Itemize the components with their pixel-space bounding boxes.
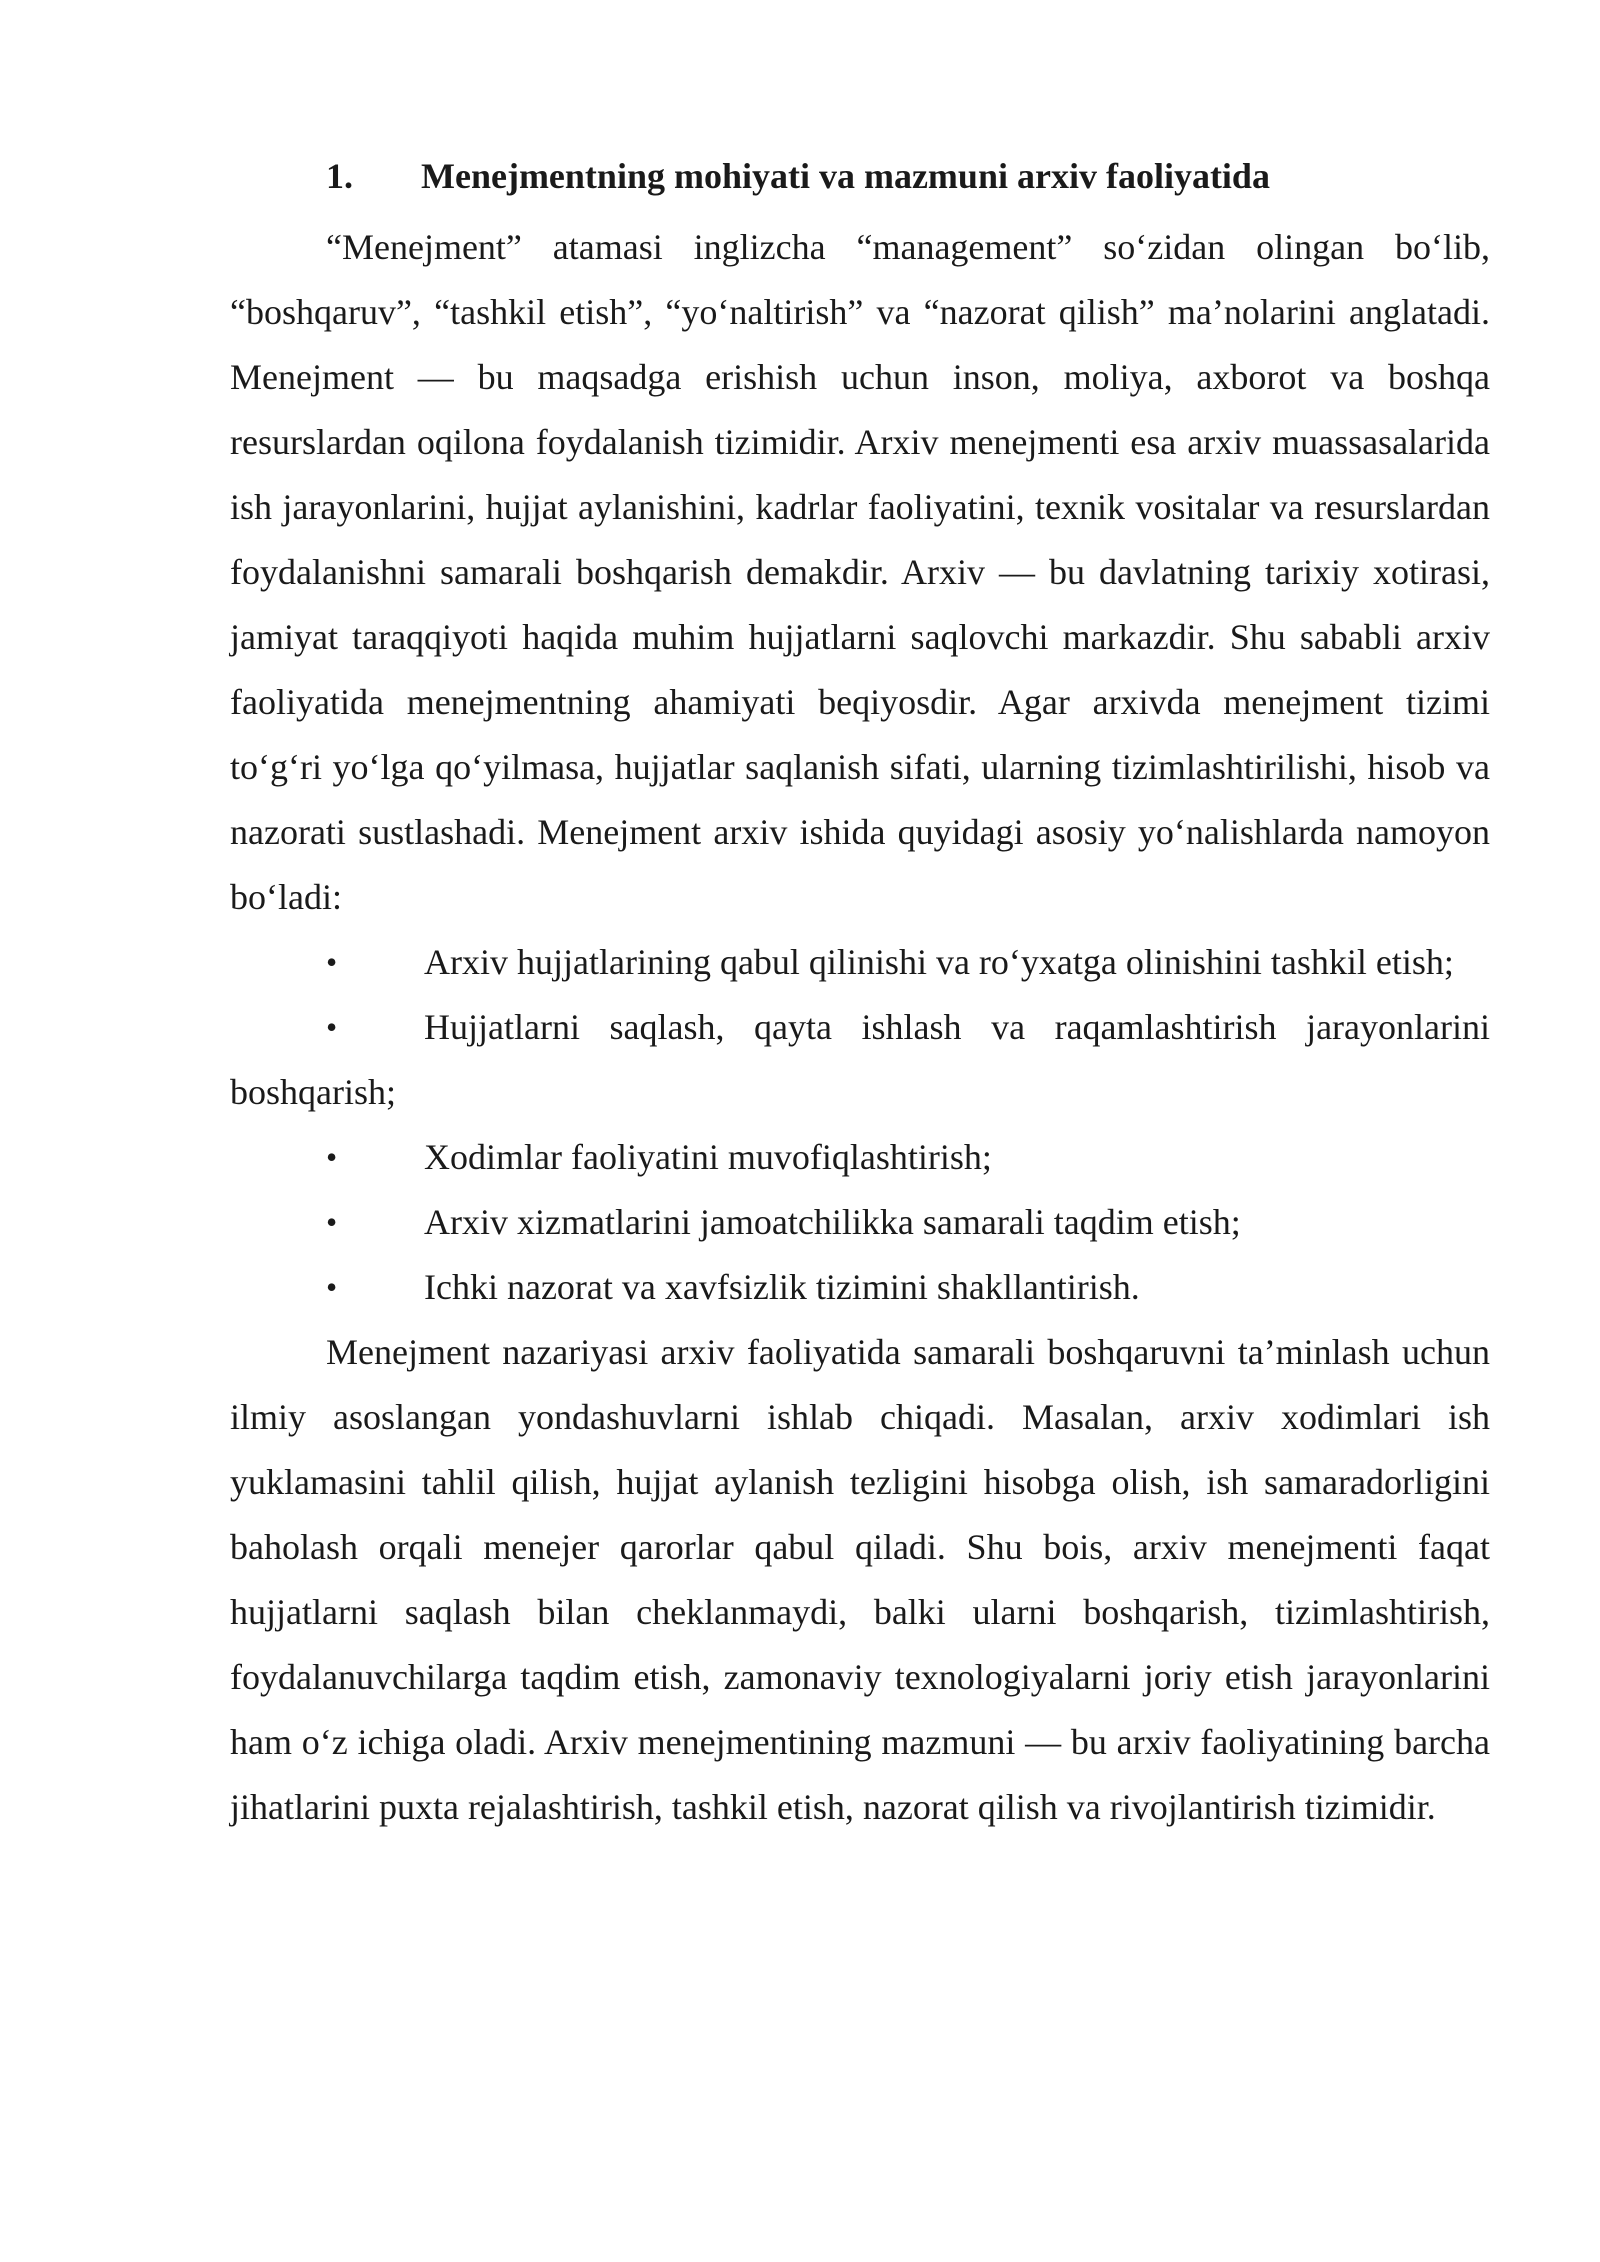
list-item-text: Ichki nazorat va xavfsizlik tizimini shakllantirish. [424,1267,1140,1307]
bullet-list [230,930,1490,1320]
body-paragraph-1: “Menejment” atamasi inglizcha “management” so‘zidan olingan bo‘lib, “boshqaruv”, “tashkil etish”, “yo‘naltirish” va “nazorat qilish” ma’nolarini anglatadi. Menejment — bu maqsadga erishish uchun inson, moliya, axborot va boshqa resurslardan oqilona foydalanish tizimidir. Arxiv menejmenti esa arxiv muassasalarida ish jarayonlarini, hujjat aylanishini, kadrlar faoliyatini, texnik vositalar va resurslardan foydalanishni samarali boshqarish demakdir. Arxiv — bu davlatning tarixiy xotirasi, jamiyat taraqqiyoti haqida muhim hujjatlarni saqlovchi markazdir. Shu sababli arxiv faoliyatida menejmentning ahamiyati beqiyosdir. Agar arxivda menejment tizimi to‘g‘ri yo‘lga qo‘yilmasa, hujjatlar saqlanish sifati, ularning tizimlashtirilishi, hisob va nazorati sustlashadi. Menejment arxiv ishida quyidagi asosiy yo‘nalishlarda namoyon bo‘ladi: [230,227,1490,917]
document-page [230,150,1490,1840]
list-item [230,1255,1490,1320]
bullet-icon: • [326,1009,338,1045]
list-item [230,995,1490,1125]
body-paragraph-2: Menejment nazariyasi arxiv faoliyatida samarali boshqaruvni ta’minlash uchun ilmiy asoslangan yondashuvlarni ishlab chiqadi. Masalan, arxiv xodimlari ish yuklamasini tahlil qilish, hujjat aylanish tezligini hisobga olish, ish samaradorligini baholash orqali menejer qarorlar qabul qiladi. Shu bois, arxiv menejmenti faqat hujjatlarni saqlash bilan cheklanmaydi, balki ularni boshqarish, tizimlashtirish, foydalanuvchilarga taqdim etish, zamonaviy texnologiyalarni joriy etish jarayonlarini ham o‘z ichiga oladi. Arxiv menejmentining mazmuni — bu arxiv faoliyatining barcha jihatlarini puxta rejalashtirish, tashkil etish, nazorat qilish va rivojlantirish tizimidir. [230,1332,1490,1827]
list-item [230,1190,1490,1255]
list-item-text: Arxiv hujjatlarining qabul qilinishi va ro‘yxatga olinishini tashkil etish; [424,942,1454,982]
bullet-icon: • [326,1139,338,1175]
list-item-text: Xodimlar faoliyatini muvofiqlashtirish; [424,1137,992,1177]
section-heading [230,150,1490,202]
section-title: Menejmentning mohiyati va mazmuni arxiv faoliyatida [421,156,1270,196]
list-item-text: Hujjatlarni saqlash, qayta ishlash va raqamlashtirish jarayonlarini boshqarish; [230,1007,1490,1112]
list-item-text: Arxiv xizmatlarini jamoatchilikka samarali taqdim etish; [424,1202,1241,1242]
bullet-icon: • [326,1269,338,1305]
list-item [230,930,1490,995]
list-item [230,1125,1490,1190]
bullet-icon: • [326,1204,338,1240]
bullet-icon: • [326,944,338,980]
section-number: 1. [326,156,353,196]
